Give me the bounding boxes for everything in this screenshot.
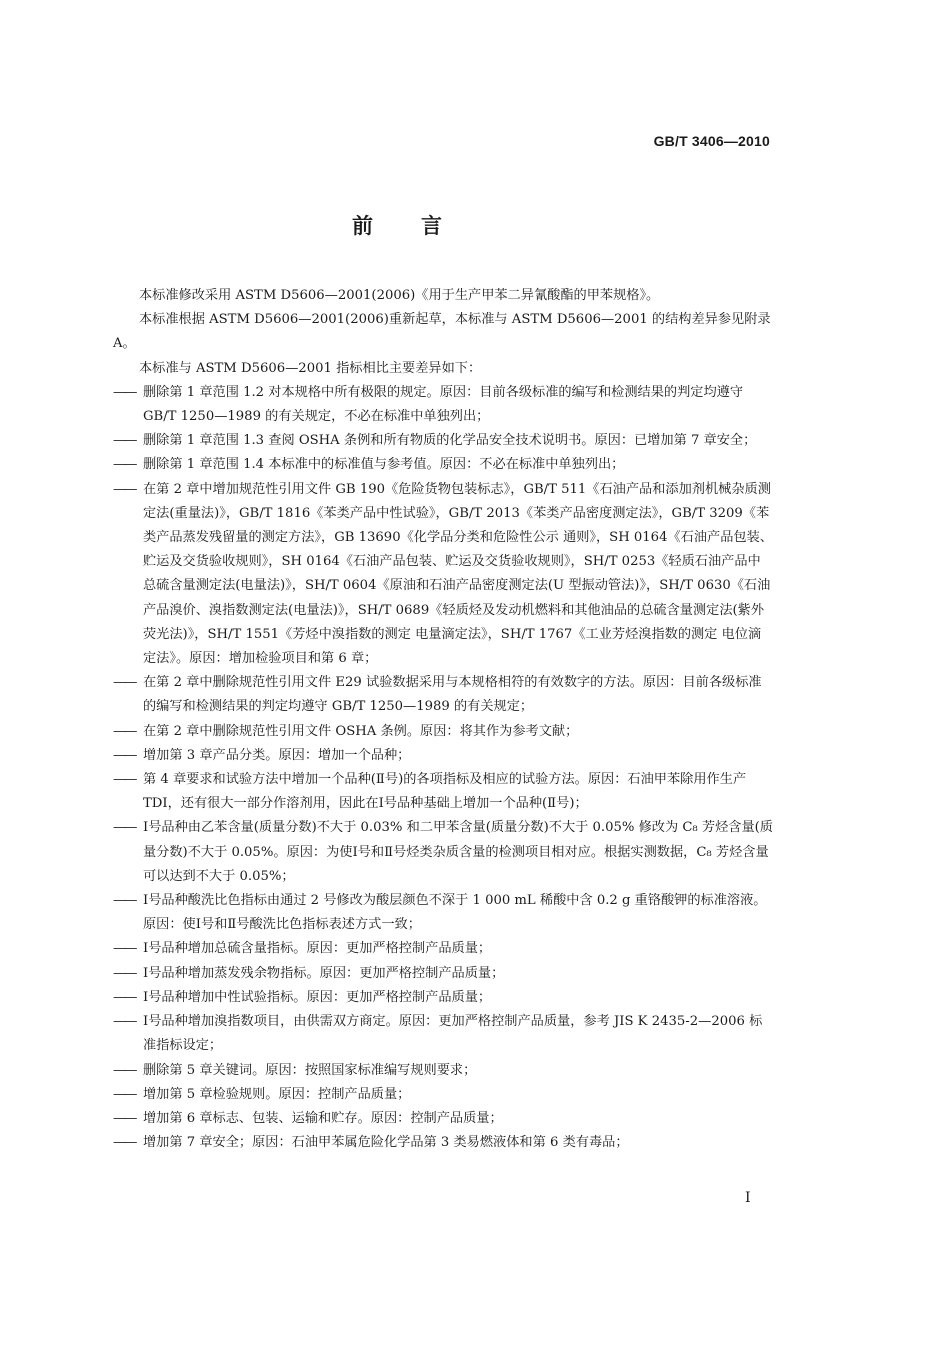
list-dash: —— bbox=[113, 1062, 136, 1078]
list-dash: —— bbox=[113, 675, 136, 691]
list-dash: —— bbox=[113, 723, 136, 739]
list-item: —— Ⅰ号品种增加蒸发残余物指标。原因：更加严格控制产品质量； bbox=[113, 962, 773, 986]
list-dash: —— bbox=[113, 941, 136, 957]
list-dash: —— bbox=[113, 820, 136, 836]
list-dash: —— bbox=[113, 433, 136, 449]
paragraph-adoption: 本标准修改采用 ASTM D5606—2001(2006)《用于生产甲苯二异氰酸酯的甲苯规格》。 bbox=[139, 288, 660, 303]
list-item: —— 删除第 1 章范围 1.4 本标准中的标准值与参考值。原因：不必在标准中单独列出； bbox=[113, 453, 773, 477]
list-item: —— 增加第 5 章检验规则。原因：控制产品质量； bbox=[113, 1083, 773, 1107]
list-item: —— Ⅰ号品种增加溴指数项目，由供需双方商定。原因：更加严格控制产品质量，参考 JIS K 2435-2—2006 标准指标设定； bbox=[113, 1010, 773, 1058]
differences-list bbox=[113, 381, 773, 1156]
list-item: —— 增加第 3 章产品分类。原因：增加一个品种； bbox=[113, 744, 773, 768]
list-dash: —— bbox=[113, 384, 136, 400]
list-dash: —— bbox=[113, 772, 136, 788]
page-title: 前言 bbox=[352, 214, 490, 238]
list-item: —— 在第 2 章中删除规范性引用文件 E29 试验数据采用与本规格相符的有效数字的方法。原因：目前各级标准的编写和检测结果的判定均遵守 GB/T 1250—1989 的有关规定； bbox=[113, 671, 773, 719]
list-dash: —— bbox=[113, 1014, 136, 1030]
paragraph-differences-intro: 本标准与 ASTM D5606—2001 指标相比主要差异如下： bbox=[139, 360, 482, 376]
list-dash: —— bbox=[113, 1135, 136, 1151]
document-body bbox=[113, 284, 773, 1155]
list-item: —— Ⅰ号品种增加中性试验指标。原因：更加严格控制产品质量； bbox=[113, 986, 773, 1010]
list-item: —— 删除第 1 章范围 1.3 查阅 OSHA 条例和所有物质的化学品安全技术说明书。原因：已增加第 7 章安全； bbox=[113, 429, 773, 453]
list-item: —— 在第 2 章中增加规范性引用文件 GB 190《危险货物包装标志》，GB/T 511《石油产品和添加剂机械杂质测定法(重量法)》，GB/T 1816《苯类产品中性试验》，GB/T 2013《苯类产品密度测定法》，GB/T 3209《苯类产品蒸发残留量的测定方法》，GB 13690《化学品分类和危险性公示 通则》，SH 0164《石油产品包装、贮运及交货验收规则》，SH 0164《石油产品包装、贮运及交货验收规则》，SH/T 0253《轻质石油产品中总硫含量测定法(电量法)》，SH/T 0604《原油和石油产品密度测定法(U 型振动管法)》，SH/T 0630《石油产品溴价、溴指数测定法(电量法)》，SH/T 0689《轻质烃及发动机燃料和其他油品的总硫含量测定法(紫外荧光法)》，SH/T 1551《芳烃中溴指数的测定 电量滴定法》，SH/T 1767《工业芳烃溴指数的测定 电位滴定法》。原因：增加检验项目和第 6 章； bbox=[113, 478, 773, 672]
list-dash: —— bbox=[113, 965, 136, 981]
list-dash: —— bbox=[113, 457, 136, 473]
page-number: Ⅰ bbox=[745, 1190, 751, 1206]
list-dash: —— bbox=[113, 481, 136, 497]
list-dash: —— bbox=[113, 893, 136, 909]
list-item: —— 第 4 章要求和试验方法中增加一个品种(Ⅱ号)的各项指标及相应的试验方法。原因：石油甲苯除用作生产 TDI，还有很大一部分作溶剂用，因此在Ⅰ号品种基础上增加一个品种(Ⅱ号)； bbox=[113, 768, 773, 816]
standard-number: GB/T 3406—2010 bbox=[653, 133, 770, 149]
list-item: —— 删除第 1 章范围 1.2 对本规格中所有极限的规定。原因：目前各级标准的编写和检测结果的判定均遵守 GB/T 1250—1989 的有关规定，不必在标准中单独列出； bbox=[113, 381, 773, 429]
list-item: —— 在第 2 章中删除规范性引用文件 OSHA 条例。原因：将其作为参考文献； bbox=[113, 720, 773, 744]
paragraph-structure: 本标准根据 ASTM D5606—2001(2006)重新起草，本标准与 ASTM D5606—2001 的结构差异参见附录 A。 bbox=[113, 312, 771, 352]
list-dash: —— bbox=[113, 747, 136, 763]
list-item: —— Ⅰ号品种增加总硫含量指标。原因：更加严格控制产品质量； bbox=[113, 937, 773, 961]
list-dash: —— bbox=[113, 1086, 136, 1102]
list-dash: —— bbox=[113, 989, 136, 1005]
list-item: —— Ⅰ号品种由乙苯含量(质量分数)不大于 0.03% 和二甲苯含量(质量分数)不大于 0.05% 修改为 C₈ 芳烃含量(质量分数)不大于 0.05%。原因：为使Ⅰ号和Ⅱ号烃类杂质含量的检测项目相对应。根据实测数据，C₈ 芳烃含量可以达到不大于 0.05%； bbox=[113, 816, 773, 889]
list-item: —— Ⅰ号品种酸洗比色指标由通过 2 号修改为酸层颜色不深于 1 000 mL 稀酸中含 0.2 g 重铬酸钾的标准溶液。原因：使Ⅰ号和Ⅱ号酸洗比色指标表述方式一致； bbox=[113, 889, 773, 937]
list-item: —— 删除第 5 章关键词。原因：按照国家标准编写规则要求； bbox=[113, 1059, 773, 1083]
list-dash: —— bbox=[113, 1110, 136, 1126]
list-item: —— 增加第 6 章标志、包装、运输和贮存。原因：控制产品质量； bbox=[113, 1107, 773, 1131]
list-item: —— 增加第 7 章安全；原因：石油甲苯属危险化学品第 3 类易燃液体和第 6 类有毒品； bbox=[113, 1131, 773, 1155]
